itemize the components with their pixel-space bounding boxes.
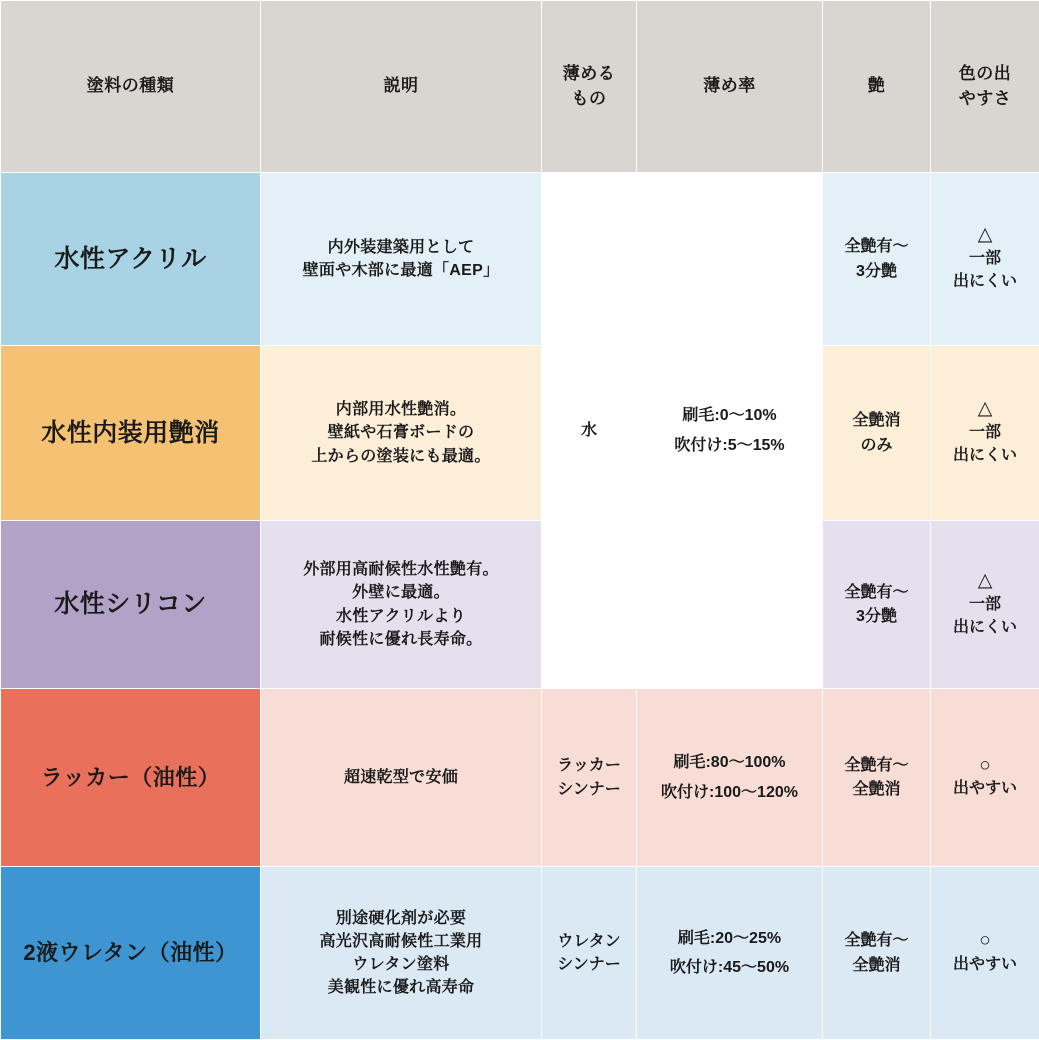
row-type-silicone: 水性シリコン	[1, 521, 261, 689]
rate-line: 吹付け:5〜15%	[643, 434, 816, 457]
color-mark: ○	[937, 755, 1033, 778]
desc-line: 超速乾型で安価	[267, 766, 535, 789]
table-row	[1, 521, 1039, 689]
desc-line: 耐候性に優れ長寿命。	[267, 628, 535, 651]
thinner-line: シンナー	[548, 953, 630, 976]
color-mark: ○	[937, 930, 1033, 953]
color-mark: △	[937, 224, 1033, 247]
rate-line: 吹付け:45〜50%	[643, 956, 816, 979]
row-type-interior-matte: 水性内装用艶消	[1, 346, 261, 521]
rate-line: 吹付け:100〜120%	[643, 781, 816, 804]
row-type-acrylic: 水性アクリル	[1, 173, 261, 346]
color-sub: 出にくい	[937, 444, 1033, 467]
desc-line: 壁面や木部に最適「AEP」	[267, 259, 535, 282]
row-gloss-lacquer	[823, 689, 931, 867]
row-gloss-acrylic	[823, 173, 931, 346]
color-sub: 一部	[937, 421, 1033, 444]
row-color-ease-acrylic	[931, 173, 1039, 346]
row-color-ease-interior-matte	[931, 346, 1039, 521]
desc-line: 外壁に最適。	[267, 581, 535, 604]
header-color-ease-line-2: やすさ	[937, 87, 1033, 112]
row-type-two-part-urethane: 2液ウレタン（油性）	[1, 867, 261, 1040]
header-gloss: 艶	[823, 1, 931, 173]
color-sub: 出やすい	[937, 777, 1033, 800]
thinner-line: ウレタン	[548, 930, 630, 953]
color-sub: 一部	[937, 247, 1033, 270]
header-thinner-line-2: もの	[548, 87, 630, 112]
gloss-line: 全艶消	[829, 409, 924, 432]
gloss-line: 全艶有〜	[829, 235, 924, 258]
row-color-ease-two-part-urethane	[931, 867, 1039, 1040]
desc-line: 外部用高耐候性水性艶有。	[267, 558, 535, 581]
desc-line: 内外装建築用として	[267, 236, 535, 259]
desc-line: 別途硬化剤が必要	[267, 907, 535, 930]
gloss-line: 全艶消	[829, 954, 924, 977]
gloss-line: 3分艶	[829, 605, 924, 628]
header-dilution-rate: 薄め率	[637, 1, 823, 173]
desc-line: ウレタン塗料	[267, 953, 535, 976]
gloss-line: 全艶有〜	[829, 754, 924, 777]
thinner-line: ラッカー	[548, 754, 630, 777]
desc-line: 上からの塗装にも最適。	[267, 445, 535, 468]
row-desc-lacquer	[261, 689, 542, 867]
row-desc-acrylic	[261, 173, 542, 346]
row-rate-two-part-urethane	[637, 867, 823, 1040]
desc-line: 高光沢高耐候性工業用	[267, 930, 535, 953]
desc-line: 壁紙や石膏ボードの	[267, 421, 535, 444]
row-type-lacquer: ラッカー（油性）	[1, 689, 261, 867]
table-header-row	[1, 1, 1039, 173]
row-desc-two-part-urethane	[261, 867, 542, 1040]
color-mark: △	[937, 570, 1033, 593]
thinner-line: シンナー	[548, 778, 630, 801]
table-row	[1, 173, 1039, 346]
color-sub: 出にくい	[937, 616, 1033, 639]
color-sub: 出にくい	[937, 270, 1033, 293]
row-desc-silicone	[261, 521, 542, 689]
gloss-line: 全艶有〜	[829, 929, 924, 952]
row-rate-lacquer	[637, 689, 823, 867]
row-gloss-interior-matte	[823, 346, 931, 521]
rate-line: 刷毛:80〜100%	[643, 751, 816, 774]
row-thinner-lacquer	[542, 689, 637, 867]
color-sub: 一部	[937, 593, 1033, 616]
desc-line: 内部用水性艶消。	[267, 398, 535, 421]
rate-line: 刷毛:20〜25%	[643, 927, 816, 950]
row-gloss-silicone	[823, 521, 931, 689]
gloss-line: 3分艶	[829, 260, 924, 283]
header-thinner	[542, 1, 637, 173]
table-row	[1, 689, 1039, 867]
row-desc-interior-matte	[261, 346, 542, 521]
table-row	[1, 867, 1039, 1040]
header-thinner-line-1: 薄める	[548, 62, 630, 87]
gloss-line: 全艶有〜	[829, 581, 924, 604]
table-row	[1, 346, 1039, 521]
row-thinner-two-part-urethane	[542, 867, 637, 1040]
header-color-ease	[931, 1, 1039, 173]
row-color-ease-lacquer	[931, 689, 1039, 867]
desc-line: 美観性に優れ高寿命	[267, 976, 535, 999]
gloss-line: のみ	[829, 434, 924, 457]
desc-line: 水性アクリルより	[267, 605, 535, 628]
header-description: 説明	[261, 1, 542, 173]
row-gloss-two-part-urethane	[823, 867, 931, 1040]
merged-thinner-water: 水	[542, 173, 637, 689]
header-color-ease-line-1: 色の出	[937, 62, 1033, 87]
rate-line: 刷毛:0〜10%	[643, 404, 816, 427]
color-sub: 出やすい	[937, 953, 1033, 976]
merged-rate-water	[637, 173, 823, 689]
color-mark: △	[937, 398, 1033, 421]
row-color-ease-silicone	[931, 521, 1039, 689]
gloss-line: 全艶消	[829, 778, 924, 801]
header-paint-type: 塗料の種類	[1, 1, 261, 173]
